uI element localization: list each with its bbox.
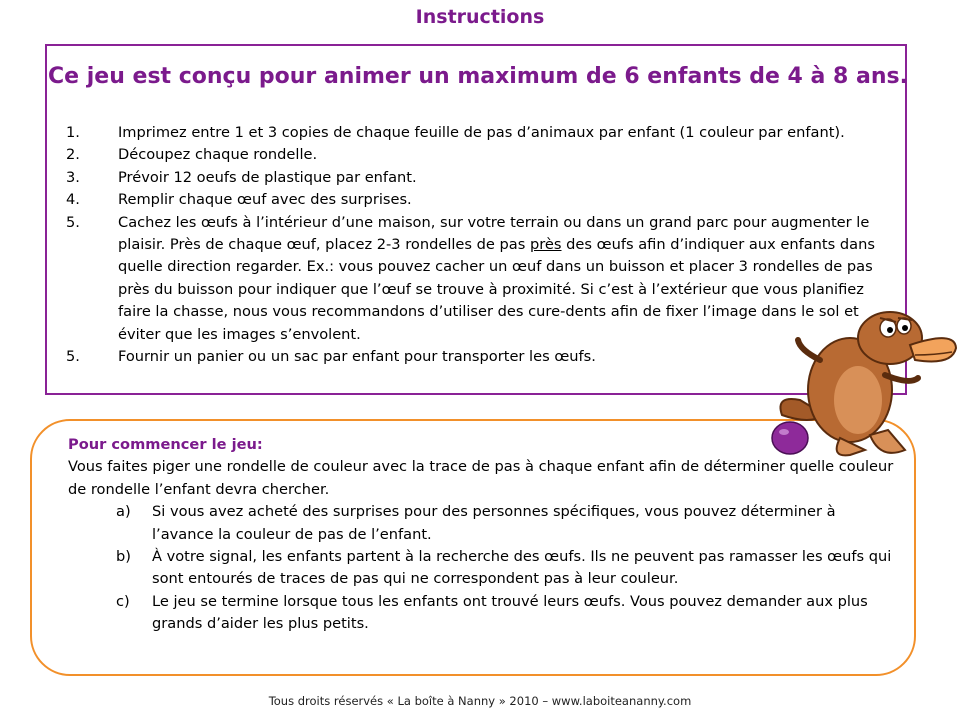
footer-copyright: Tous droits réservés « La boîte à Nanny » 2010 – www.laboiteananny.com (268, 694, 692, 708)
list-letter: a) (116, 503, 131, 521)
list-text: Prévoir 12 oeufs de plastique par enfant. (118, 168, 417, 186)
purple-egg-icon (772, 422, 808, 454)
headline: Ce jeu est conçu pour animer un maximum de 6 enfants de 4 à 8 ans. (48, 64, 908, 89)
list-item (66, 122, 896, 144)
list-item (66, 189, 896, 211)
list-item (68, 501, 898, 546)
list-item (68, 591, 898, 636)
list-text-end: des œufs afin d’indiquer aux enfants dans quelle direction regarder. Ex.: vous pouvez cacher un œuf dans un buisson et placer 3 rondelles de pas près du buisson pour indiquer que l’œuf se trouve à proximité. Si c’est à l’extérieur que vous planifiez faire la chasse, nous vous recommandons d’utiliser des cure-dents afin de fixer l’image dans le sol et éviter que les images s’envolent. (118, 236, 875, 343)
start-heading: Pour commencer le jeu: (68, 436, 263, 453)
list-letter: b) (116, 548, 131, 566)
list-number: 3. (66, 168, 80, 186)
start-intro: Vous faites piger une rondelle de couleur avec la trace de pas à chaque enfant afin de déterminer quelle couleur de rondelle l’enfant devra chercher. (68, 458, 894, 498)
list-text: Découpez chaque rondelle. (118, 146, 318, 164)
list-item (66, 144, 896, 166)
list-text: À votre signal, les enfants partent à la recherche des œufs. Ils ne peuvent pas ramasser les œufs qui sont entourés de traces de pas qui ne correspondent pas à leur couleur. (152, 548, 892, 588)
list-item (66, 167, 896, 189)
list-number: 1. (66, 124, 80, 141)
list-item (68, 546, 898, 591)
list-number: 5. (66, 213, 80, 231)
page-title: Instructions (415, 6, 545, 28)
list-text-start: Cachez les œufs à l’intérieur d’une maison, sur votre terrain ou dans un grand parc pour augmenter le plaisir. Près de chaque œuf, placez 2-3 rondelles de pas (118, 213, 870, 254)
list-number: 4. (66, 191, 80, 209)
list-number: 5. (66, 348, 80, 366)
list-letter: c) (116, 592, 130, 610)
start-list (68, 501, 898, 635)
platypus-mascot-icon (770, 300, 960, 465)
list-text: Fournir un panier ou un sac par enfant pour transporter les œufs. (118, 348, 596, 366)
list-text: Remplir chaque œuf avec des surprises. (118, 191, 412, 209)
list-text: Le jeu se termine lorsque tous les enfants ont trouvé leurs œufs. Vous pouvez demander aux plus grands d’aider les plus petits. (152, 592, 868, 633)
emphasis-word: près (529, 236, 562, 254)
list-text: Si vous avez acheté des surprises pour des personnes spécifiques, vous pouvez déterminer à l’avance la couleur de pas de l’enfant. (152, 503, 836, 543)
list-text: Imprimez entre 1 et 3 copies de chaque feuille de pas d’animaux par enfant (1 couleur par enfant). (118, 124, 845, 141)
list-number: 2. (66, 146, 80, 164)
